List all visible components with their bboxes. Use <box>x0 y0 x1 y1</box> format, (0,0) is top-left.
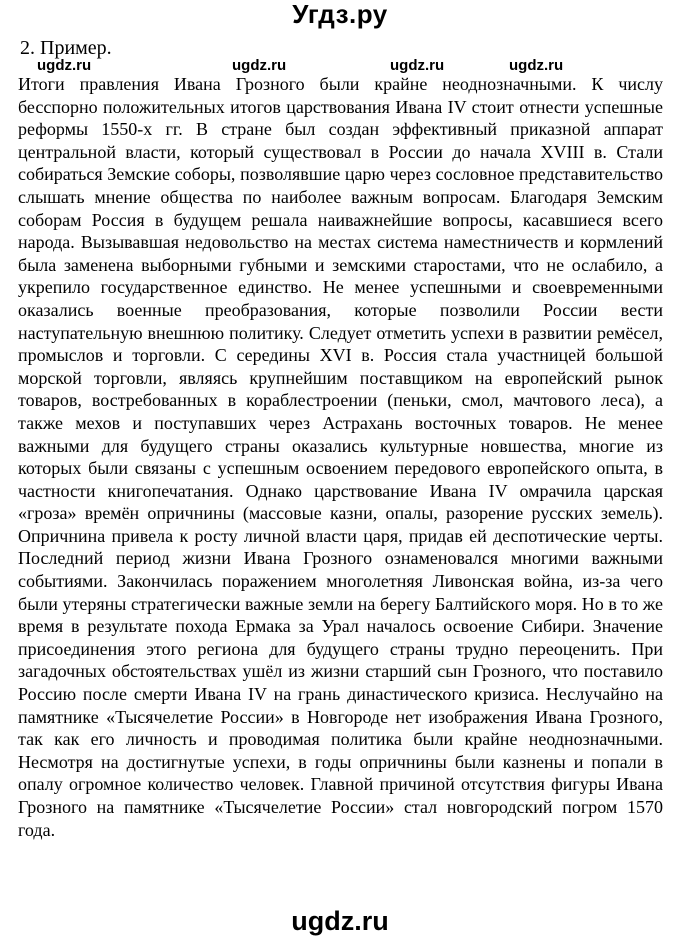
watermark-text: ugdz.ru <box>390 57 445 74</box>
body-paragraph: Итоги правления Ивана Грозного были крайне неоднозначными. К числу бесспорно положительных итогов царствования Ивана IV стоит отнести успешные реформы 1550-х гг. В стране был создан эффективный приказной аппарат центральной власти, который существовал в России до начала XVIII в. Стали собираться Земские соборы, позволявшие царю через сословное представительство слышать мнение общества по наиболее важным вопросам. Благодаря Земским соборам Россия в будущем решала наиважнейшие вопросы, касавшиеся всего народа. Вызывавшая недовольство на местах система наместничеств и кормлений была заменена выборными губными и земскими старостами, что не ослабило, а укрепило государственное единство. Не менее успешными и своевременными оказались военные преобразования, которые позволили России вести наступательную внешнюю политику. Следует отметить успехи в развитии ремёсел, промыслов и торговли. С середины XVI в. Россия стала участницей большой морской торговли, являясь крупнейшим поставщиком на европейский рынок товаров, востребованных в кораблестроении (пеньки, смол, мачтового леса), а также мехов и поступавших через Астрахань восточных товаров. Не менее важными для будущего страны оказались культурные новшества, многие из которых были связаны с успешным освоением передового европейского опыта, в частности книгопечатания. Однако царствование Ивана IV омрачила царская «гроза» времён опричнины (массовые казни, опалы, разорение русских земель). Опричнина привела к росту личной власти царя, придав ей деспотические черты. Последний период жизни Ивана Грозного ознаменовался многими важными событиями. Закончилась поражением многолетняя Ливонская война, из-за чего были утеряны стратегически важные земли на берегу Балтийского моря. Но в то же время в результате похода Ермака за Урал началось освоение Сибири. Значение присоединения этого региона для будущего страны трудно переоценить. При загадочных обстоятельствах ушёл из жизни старший сын Грозного, что поставило Россию после смерти Ивана IV на грань династического кризиса. Неслучайно на памятнике «Тысячелетие России» в Новгороде нет изображения Ивана Грозного, так как его личность и проводимая политика были крайне неоднозначными. Несмотря на достигнутые успехи, в годы опричнины были казнены и попали в опалу огромное количество человек. Главной причиной отсутствия фигуры Ивана Грозного на памятнике «Тысячелетие России» стал новгородский погром 1570 года. <box>18 74 663 840</box>
section-label: 2. Пример. <box>20 37 112 59</box>
watermark-text: ugdz.ru <box>509 57 564 74</box>
watermark-text: ugdz.ru <box>232 57 287 74</box>
site-logo-text: Угдз.ру <box>292 0 388 29</box>
footer-watermark-text: ugdz.ru <box>291 906 389 936</box>
watermark-row <box>0 58 680 74</box>
watermark-text: ugdz.ru <box>37 57 92 74</box>
